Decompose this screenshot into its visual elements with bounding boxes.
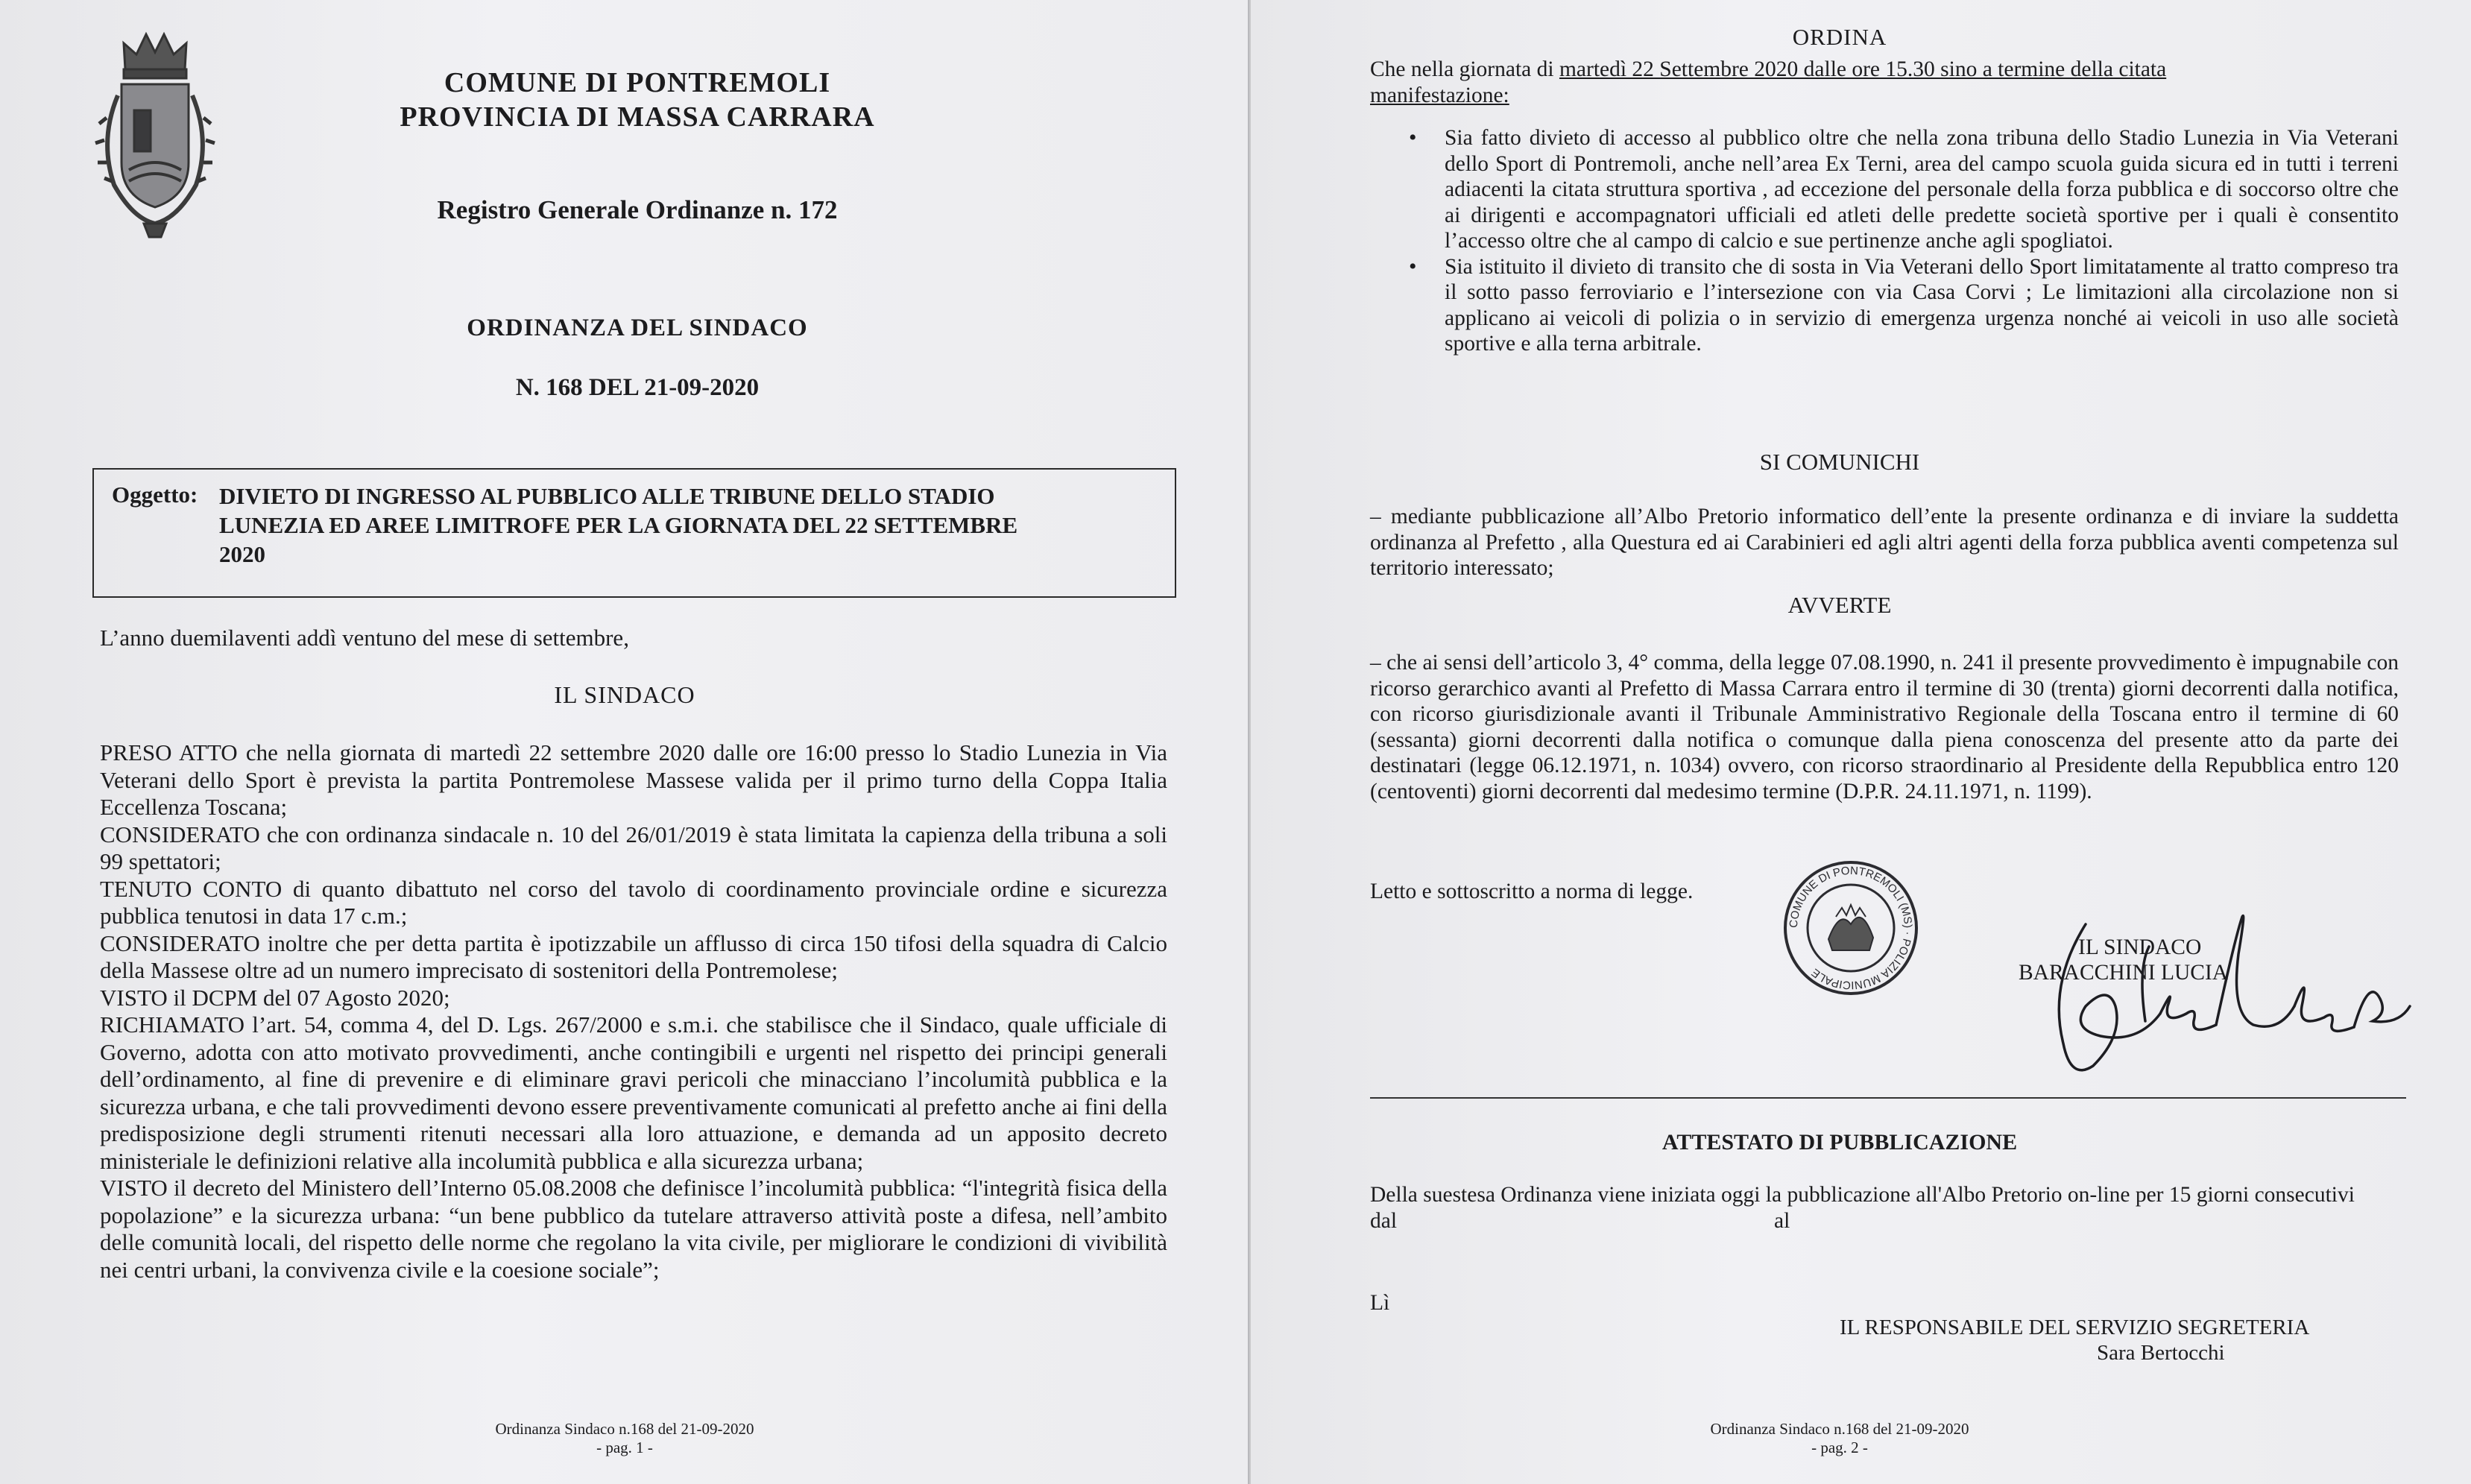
premise-paragraph: PRESO ATTO che nella giornata di martedì 22 settembre 2020 dalle ore 16:00 presso lo Stadio Lunezia in Via Veterani dello Sport è prevista la partita Pontremolese Massese valida per il primo turno della Coppa Italia Eccellenza Toscana; — [100, 739, 1167, 820]
premise-paragraph: RICHIAMATO l’art. 54, comma 4, del D. Lgs. 267/2000 e s.m.i. che stabilisce che il Sindaco, quale ufficiale di Governo, adotta con atto motivato provvedimenti, anche contingibili e urgenti nel rispetto dei principi generali dell’ordinamento, al fine di prevenire e di eliminare gravi pericoli che minacciano l’incolumità pubblica e la sicurezza urbana, e che tali provvedimenti devono essere preventivamente comunicati al prefetto anche ai fini della predisposizione degli strumenti ritenuti necessari alla loro attuazione, e demanda ad un apposito decreto ministeriale le definizioni relative alla incolumità pubblica e alla sicurezza urbana; — [100, 1011, 1167, 1174]
intro-line: L’anno duemilaventi addì ventuno del mese di settembre, — [100, 625, 629, 651]
letto-sottoscritto: Letto e sottoscritto a norma di legge. — [1370, 880, 1694, 903]
responsabile-title: IL RESPONSABILE DEL SERVIZIO SEGRETERIA — [1840, 1316, 2310, 1339]
ordina-manifestazione: manifestazione: — [1370, 83, 1509, 107]
responsabile-name: Sara Bertocchi — [2097, 1341, 2225, 1365]
attestato-al: al — [1774, 1209, 1790, 1233]
attestato-li: Lì — [1370, 1291, 1390, 1315]
oggetto-line-2: LUNEZIA ED AREE LIMITROFE PER LA GIORNATA DEL 22 SETTEMBRE — [219, 512, 1018, 538]
coat-of-arms-icon — [88, 28, 222, 241]
comune-name: COMUNE DI PONTREMOLI — [444, 67, 831, 98]
il-sindaco-heading: IL SINDACO — [554, 681, 695, 708]
ordina-bullet-item: • Sia istituito il divieto di transito che di sosta in Via Veterani dello Sport limitatamente al tratto compreso tra il sotto passo ferroviario e l’intersezione con via Casa Corvi ; Le limitazioni alla circolazione non si applicano ai veicoli di polizia o in servizio di emergenza urgenza nonché ai veicoli in uso alle società sportive e alla terna arbitrale. — [1445, 254, 2399, 357]
oggetto-text — [219, 481, 1166, 569]
municipality-header — [321, 66, 954, 134]
official-stamp-icon — [1780, 857, 1922, 999]
handwritten-signature-icon — [1996, 894, 2414, 1096]
stamp-text: COMUNE DI PONTREMOLI (MS) · POLIZIA MUNICIPALE — [1787, 864, 1915, 992]
premise-paragraph: CONSIDERATO che con ordinanza sindacale n. 10 del 26/01/2019 è stata limitata la capienza della tribuna a soli 99 spettatori; — [100, 821, 1167, 874]
si-comunichi-heading: SI COMUNICHI — [1759, 449, 1920, 475]
ordina-list — [1370, 125, 2399, 357]
responsabile-block — [1840, 1315, 2406, 1365]
divider-line — [1370, 1097, 2406, 1099]
ordina-intro — [1370, 57, 2399, 108]
footer-page-number: - pag. 1 - — [596, 1439, 653, 1456]
attestato-heading: ATTESTATO DI PUBBLICAZIONE — [1661, 1130, 2018, 1155]
footer-reference: Ordinanza Sindaco n.168 del 21-09-2020 — [495, 1420, 754, 1438]
ordina-heading: ORDINA — [1792, 24, 1887, 50]
avverte-heading: AVVERTE — [1787, 592, 1892, 618]
ordina-date-range: martedì 22 Settembre 2020 dalle ore 15.30 sino a termine della citata — [1559, 57, 2167, 81]
registro-number: Registro Generale Ordinanze n. 172 — [437, 195, 838, 224]
oggetto-label: Oggetto: — [112, 481, 198, 508]
signature-title: IL SINDACO — [2078, 935, 2202, 959]
provincia-name: PROVINCIA DI MASSA CARRARA — [400, 101, 875, 133]
page-2-footer — [1251, 1420, 2429, 1457]
footer-reference: Ordinanza Sindaco n.168 del 21-09-2020 — [1710, 1420, 1969, 1438]
attestato-dal: dal — [1370, 1209, 1398, 1233]
premise-paragraph: CONSIDERATO inoltre che per detta partita è ipotizzabile un afflusso di circa 150 tifosi della squadra di Calcio della Massese oltre ad un numero imprecisato di sostenitori della Pontremolese; — [100, 929, 1167, 983]
premise-paragraph: TENUTO CONTO di quanto dibattuto nel corso del tavolo di coordinamento provinciale ordine e sicurezza pubblica tenutosi in data 17 c.m.; — [100, 875, 1167, 929]
ordina-bullet-item: • Sia fatto divieto di accesso al pubblico oltre che nella zona tribuna dello Stadio Lunezia in Via Veterani dello Sport di Pontremoli, anche nell’area Ex Terni, area del campo scuola guida sicura ed in tutti i terreni adiacenti la citata struttura sportiva , ad eccezione del personale della forza pubblica e di soccorso oltre che ai dirigenti e accompagnatori ufficiali ed atleti delle predette società sportive per i quali è consentito l’accesso oltre che al campo di calcio e sue pertinenze anche agli spogliatoi. — [1445, 125, 2399, 254]
ordina-intro-text: Che nella giornata di — [1370, 57, 1559, 81]
document-page-2 — [1251, 0, 2471, 1484]
avverte-text: – che ai sensi dell’articolo 3, 4° comma, della legge 07.08.1990, n. 241 il presente provvedimento è impugnabile con ricorso gerarchico avanti al Prefetto di Massa Carrara entro il termine di 30 (trenta) giorni decorrenti dalla notifica, con ricorso giurisdizionale avanti il Tribunale Amministrativo Regionale della Toscana entro il termine di 60 (sessanta) giorni decorrenti dalla notifica o comunque dalla piena conoscenza del presente atto da parte dei destinatari (legge 06.12.1971, n. 1034) ovvero, con ricorso straordinario al Presidente della Repubblica entro 120 (centoventi) giorni decorrenti dal medesimo termine (D.P.R. 24.11.1971, n. 1199). — [1370, 651, 2399, 803]
ordinanza-title: ORDINANZA DEL SINDACO — [467, 315, 808, 341]
premises-body — [100, 739, 1167, 1283]
ordinanza-number: N. 168 DEL 21-09-2020 — [515, 374, 760, 401]
signature-name: BARACCHINI LUCIA — [2019, 961, 2229, 985]
footer-page-number: - pag. 2 - — [1811, 1439, 1868, 1456]
oggetto-line-1: DIVIETO DI INGRESSO AL PUBBLICO ALLE TRIBUNE DELLO STADIO — [219, 483, 995, 509]
oggetto-box — [92, 468, 1176, 598]
attestato-text: Della suestesa Ordinanza viene iniziata oggi la pubblicazione all'Albo Pretorio on-line per 15 giorni consecutivi — [1370, 1183, 2355, 1207]
oggetto-line-3: 2020 — [219, 541, 265, 567]
si-comunichi-text: – mediante pubblicazione all’Albo Pretorio informatico dell’ente la presente ordinanza e di inviare la suddetta ordinanza al Prefetto , alla Questura ed ai Carabinieri ed agli altri agenti della forza pubblica aventi competenza sul territorio interessato; — [1370, 505, 2399, 580]
premise-paragraph: VISTO il DCPM del 07 Agosto 2020; — [100, 984, 450, 1011]
page-1-footer — [0, 1420, 1249, 1457]
premise-paragraph: VISTO il decreto del Ministero dell’Interno 05.08.2008 che definisce l’incolumità pubblica: “l'integrità fisica della popolazione” e la sicurezza urbana: “un bene pubblico da tutelare attraverso attività poste a difesa, nell’ambito delle comunità locali, del rispetto delle norme che regolano la vita civile, per migliorare le condizioni di vivibilità nei centri urbani, la convivenza civile e la coesione sociale”; — [100, 1175, 1167, 1283]
